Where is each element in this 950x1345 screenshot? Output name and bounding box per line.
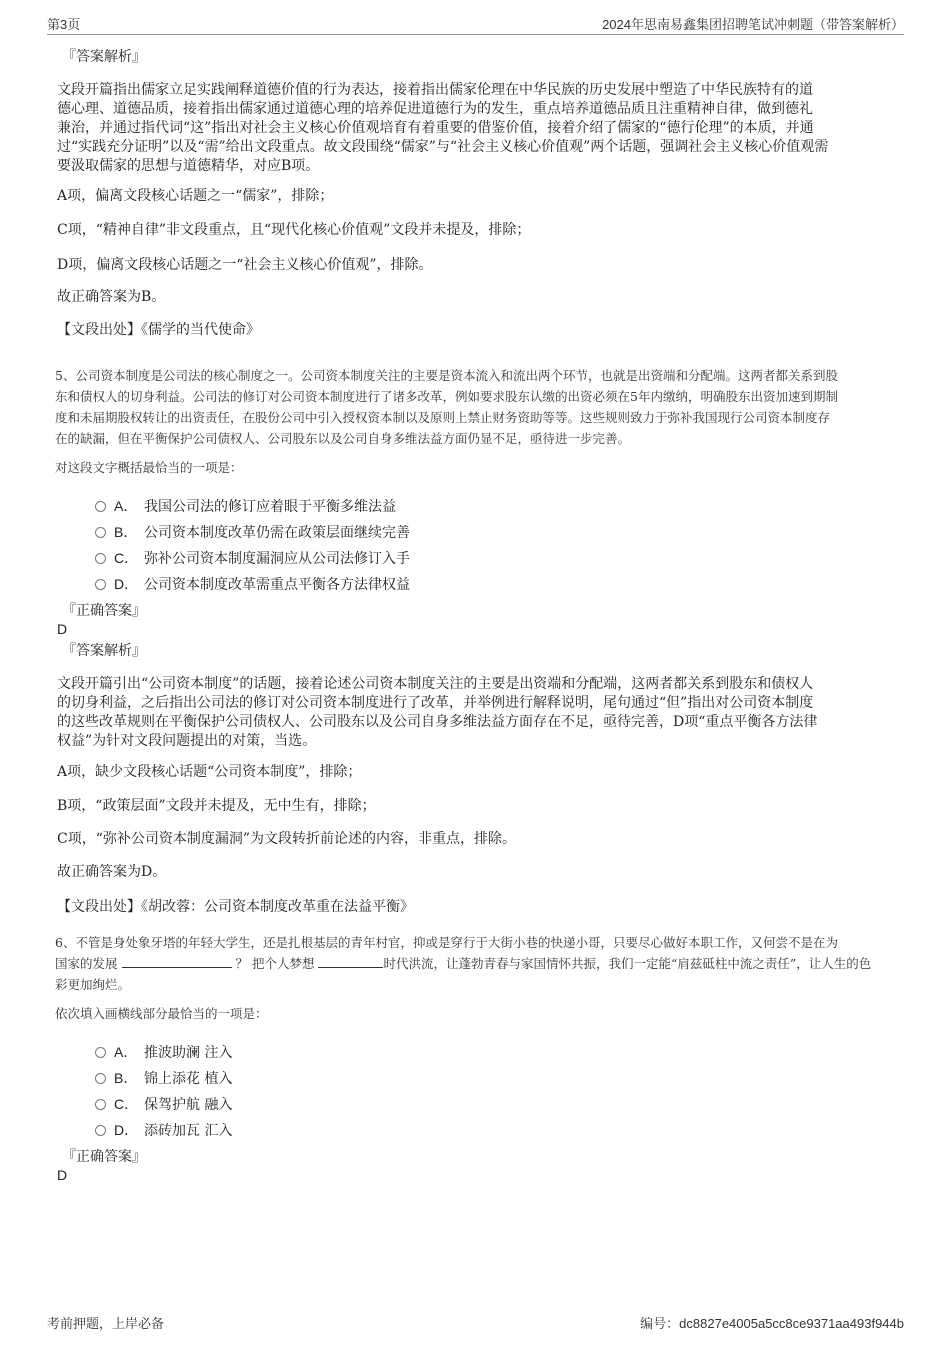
q5-option-b[interactable]: B． 公司资本制度改革仍需在政策层面继续完善: [95, 522, 410, 542]
q5-source: 【文段出处】《胡改蓉：公司资本制度改革重在法益平衡》: [57, 899, 414, 915]
q5-stem-line: 度和未届期股权转让的出资责任，在股份公司中引入授权资本制以及原则上禁止财务资助等等。这些规则致力于弥补我国现行公司资本制度存: [55, 410, 831, 425]
radio-button-icon[interactable]: [95, 1099, 106, 1110]
fill-blank-2[interactable]: [318, 955, 383, 968]
radio-button-icon[interactable]: [95, 1073, 106, 1084]
radio-button-icon[interactable]: [95, 527, 106, 538]
q5-option-c[interactable]: C． 弥补公司资本制度漏洞应从公司法修订入手: [95, 548, 410, 568]
q4-option-a-note: A项，偏离文段核心话题之一“儒家”，排除；: [57, 188, 334, 204]
q4-source: 【文段出处】《儒学的当代使命》: [57, 322, 260, 338]
q5-analysis-line: 文段开篇引出“公司资本制度”的话题，接着论述公司资本制度关注的主要是出资端和分配端，这两者都关系到股东和债权人: [57, 676, 814, 692]
q6-question: 依次填入画横线部分最恰当的一项是：: [55, 1006, 268, 1021]
q5-analysis-line: 的切身利益，之后指出公司法的修订对公司资本制度进行了改革，并举例进行解释说明，尾句通过“但”指出对公司资本制度: [57, 695, 814, 711]
q5-question: 对这段文字概括最恰当的一项是：: [55, 460, 243, 475]
page-number: 第3页: [47, 17, 81, 32]
q4-analysis-line: 德心理、道德品质，接着指出儒家通过道德心理的培养促进道德行为的发生，重点培养道德品质且注重精神自律，做到德礼: [57, 101, 813, 117]
radio-button-icon[interactable]: [95, 1125, 106, 1136]
q5-answer: D: [57, 621, 68, 637]
document-code: 编号：dc8827e4005a5cc8ce9371aa493f944b: [640, 1316, 904, 1332]
fill-blank-1[interactable]: [122, 955, 232, 968]
q4-option-d-note: D项，偏离文段核心话题之一“社会主义核心价值观”，排除。: [57, 257, 433, 273]
q4-analysis-line: 过“实践充分证明”以及“需”给出文段重点。故文段围绕“儒家”与“社会主义核心价值观”两个话题，强调社会主义核心价值观需: [57, 139, 829, 155]
q6-option-b[interactable]: B． 锦上添花 植入: [95, 1068, 232, 1088]
q4-analysis-label: 『答案解析』: [62, 49, 146, 65]
q6-option-c[interactable]: C． 保驾护航 融入: [95, 1094, 232, 1114]
q5-analysis-label: 『答案解析』: [62, 643, 146, 659]
q4-analysis-text: [57, 81, 892, 176]
q5-stem-line: 5、公司资本制度是公司法的核心制度之一。公司资本制度关注的主要是资本流入和流出两个环节，也就是出资端和分配端。这两者都关系到股: [55, 368, 838, 383]
q4-analysis-line: 要汲取儒家的思想与道德精华，对应B项。: [57, 158, 320, 174]
page-footer: [47, 1313, 904, 1333]
q4-analysis-line: 兼治，并通过指代词“这”指出对社会主义核心价值观培育有着重要的借鉴价值，接着介绍了儒家的“德行伦理”的本质，并通: [57, 120, 814, 136]
q5-analysis-line: 权益”为针对文段问题提出的对策，当选。: [57, 733, 317, 749]
q5-conclusion: 故正确答案为D。: [57, 864, 167, 880]
q5-stem: [55, 365, 895, 449]
q5-stem-line: 东和债权人的切身利益。公司法的修订对公司资本制度进行了诸多改革，例如要求股东认缴的出资必须在5年内缴纳，明确股东出资加速到期制: [55, 389, 838, 404]
footer-slogan: 考前押题，上岸必备: [47, 1317, 165, 1332]
q6-option-d[interactable]: D． 添砖加瓦 汇入: [95, 1120, 232, 1140]
q6-stem-line: 国家的发展 ？ 把个人梦想 时代洪流，让蓬勃青春与家国情怀共振，我们一定能“肩兹砥柱中流之责任”，让人生的色: [55, 956, 872, 971]
q5-analysis-line: 的这些改革规则在平衡保护公司债权人、公司股东以及公司自身多维法益方面存在不足，亟待完善，D项“重点平衡各方法律: [57, 714, 818, 730]
q6-answer: D: [57, 1167, 68, 1183]
q4-option-c-note: C项，“精神自律”非文段重点，且“现代化核心价值观”文段并未提及，排除；: [57, 222, 531, 238]
radio-button-icon[interactable]: [95, 553, 106, 564]
q5-option-d[interactable]: D． 公司资本制度改革需重点平衡各方法律权益: [95, 574, 410, 594]
q4-analysis-line: 文段开篇指出儒家立足实践阐释道德价值的行为表达，接着指出儒家伦理在中华民族的历史发展中塑造了中华民族特有的道: [57, 82, 813, 98]
q5-analysis-text: [57, 675, 892, 751]
q5-option-a-note: A项，缺少文段核心话题“公司资本制度”，排除；: [57, 764, 362, 780]
q5-option-c-note: C项，“弥补公司资本制度漏洞”为文段转折前论述的内容，非重点，排除。: [57, 831, 517, 847]
q5-answer-label: 『正确答案』: [62, 603, 146, 619]
radio-button-icon[interactable]: [95, 501, 106, 512]
q6-stem: [55, 932, 895, 995]
q4-conclusion: 故正确答案为B。: [57, 289, 166, 305]
q6-stem-line: 6、不管是身处象牙塔的年轻大学生，还是扎根基层的青年村官，抑或是穿行于大街小巷的快递小哥，只要尽心做好本职工作，又何尝不是在为: [55, 935, 838, 950]
q6-stem-line: 彩更加绚烂。: [55, 977, 131, 992]
page-header: [47, 12, 904, 35]
q5-option-b-note: B项，“政策层面”文段并未提及，无中生有，排除；: [57, 798, 376, 814]
q6-option-a[interactable]: A． 推波助澜 注入: [95, 1042, 232, 1062]
radio-button-icon[interactable]: [95, 579, 106, 590]
q6-answer-label: 『正确答案』: [62, 1149, 146, 1165]
radio-button-icon[interactable]: [95, 1047, 106, 1058]
q5-option-a[interactable]: A． 我国公司法的修订应着眼于平衡多维法益: [95, 496, 396, 516]
document-title: 2024年思南易鑫集团招聘笔试冲刺题（带答案解析）: [602, 17, 904, 32]
q5-stem-line: 在的缺漏，但在平衡保护公司债权人、公司股东以及公司自身多维法益方面仍显不足，亟待进一步完善。: [55, 431, 631, 446]
